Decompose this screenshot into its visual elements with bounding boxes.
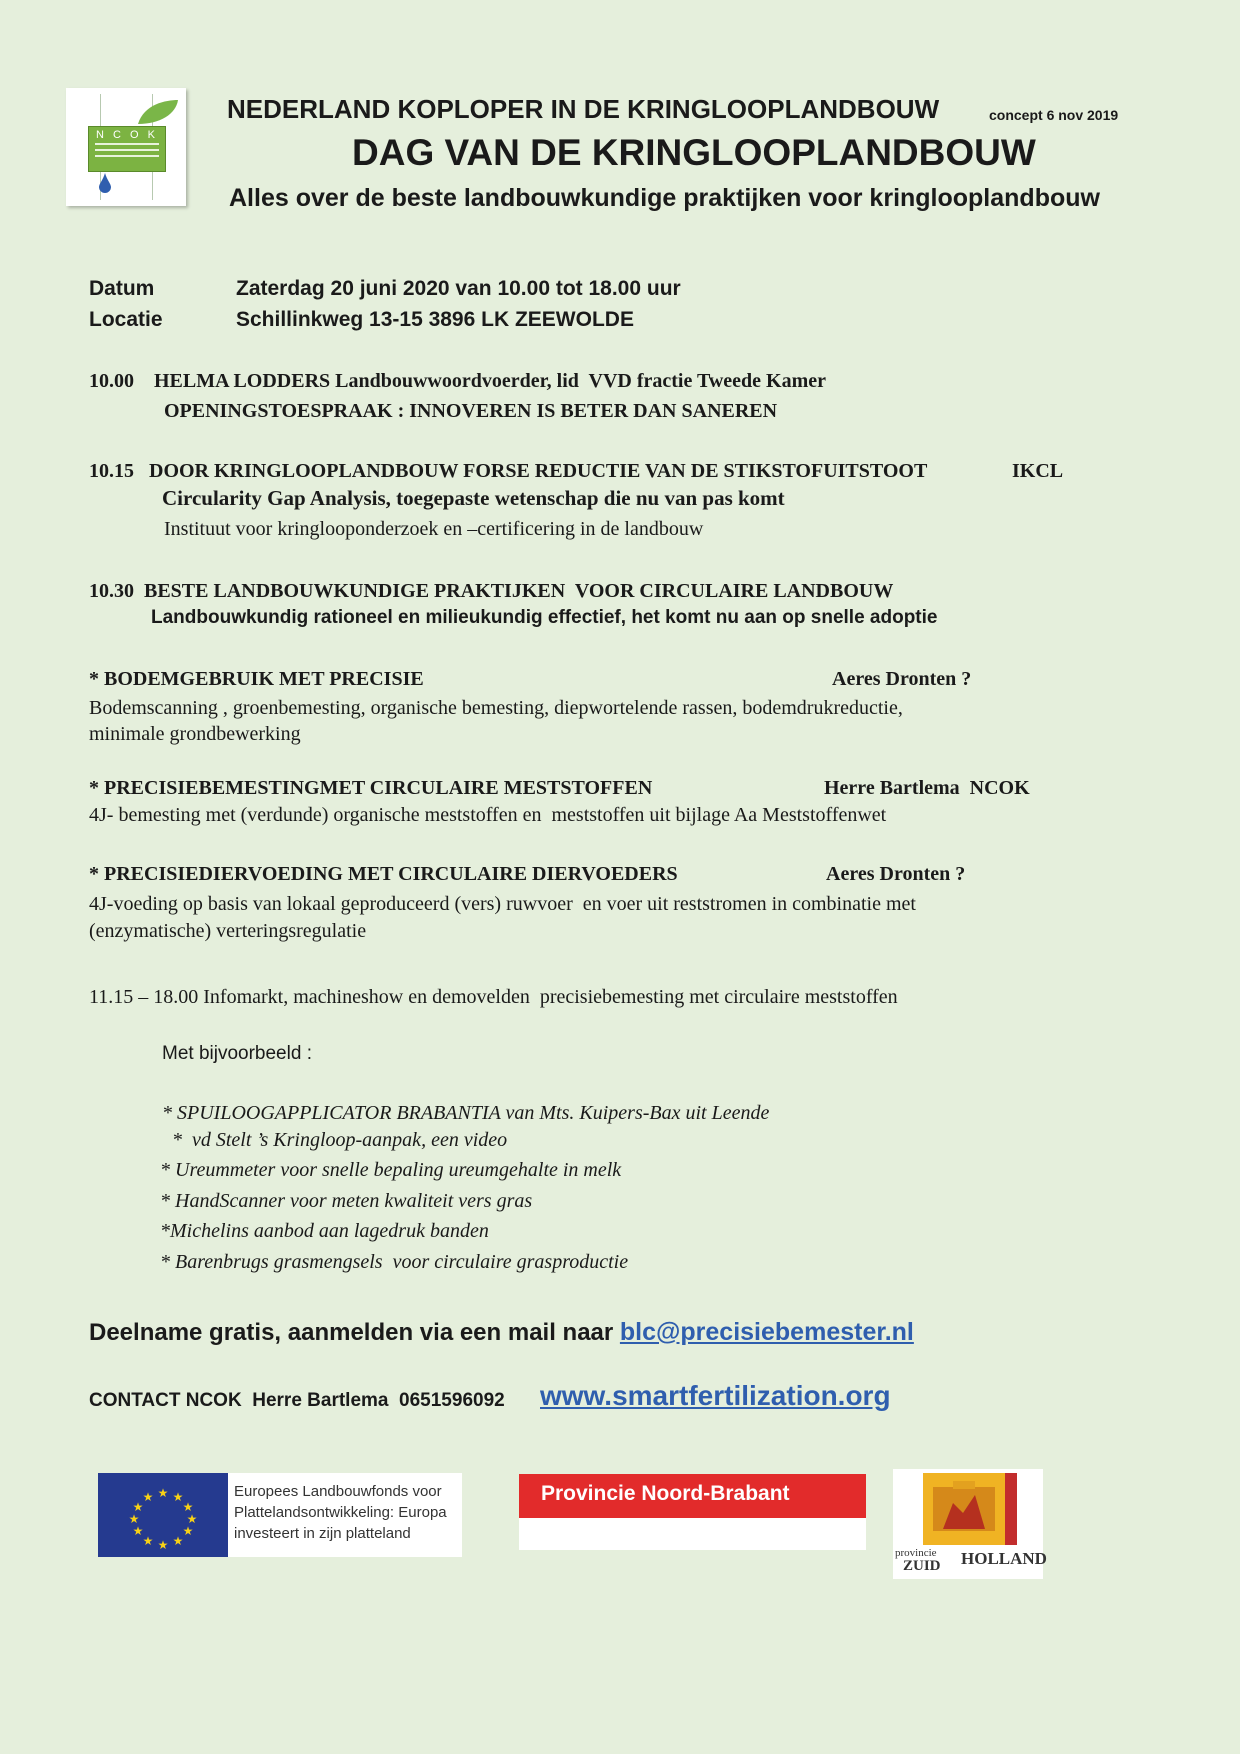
svg-text:★: ★ — [182, 1524, 194, 1538]
contact-text: CONTACT NCOK Herre Bartlema 0651596092 — [89, 1390, 505, 1411]
svg-text:★: ★ — [172, 1534, 184, 1548]
topic-soil-title: * BODEMGEBRUIK MET PRECISIE — [89, 668, 424, 690]
concept-date: concept 6 nov 2019 — [989, 107, 1119, 123]
ncok-logo — [66, 88, 186, 206]
topic-fertilization-desc: 4J- bemesting met (verdunde) organische meststoffen en meststoffen uit bijlage Aa Meststoffenwet — [89, 804, 887, 826]
examples-intro: Met bijvoorbeeld : — [162, 1043, 312, 1064]
website-link[interactable]: www.smartfertilization.org — [540, 1380, 891, 1411]
eu-flag-icon — [98, 1473, 228, 1557]
lion-crest-icon — [923, 1473, 1017, 1545]
ncok-logo-box — [88, 126, 166, 172]
topic-feed-org: Aeres Dronten ? — [826, 863, 966, 885]
topic-feed-desc-1: 4J-voeding op basis van lokaal geproduceerd (vers) ruwvoer en voer uit reststromen in combinatie met — [89, 893, 916, 915]
program-item-practices-subtitle: Landbouwkundig rationeel en milieukundig effectief, het komt nu aan op snelle adoptie — [151, 607, 938, 628]
topic-feed-desc-2: (enzymatische) verteringsregulatie — [89, 920, 367, 942]
topic-soil-desc-1: Bodemscanning , groenbemesting, organische bemesting, diepwortelende rassen, bodemdrukreductie, — [89, 697, 903, 719]
svg-text:★: ★ — [157, 1538, 169, 1552]
noord-brabant-logo — [519, 1474, 866, 1550]
program-item-opening: 10.00 HELMA LODDERS Landbouwwoordvoerder, lid VVD fractie Tweede Kamer — [89, 370, 827, 392]
example-item: * vd Stelt ’s Kringloop-aanpak, een video — [162, 1129, 508, 1151]
svg-text:★: ★ — [182, 1500, 194, 1514]
ncok-logo-letters: N C O K — [96, 129, 158, 141]
page-title: DAG VAN DE KRINGLOOPLANDBOUW — [352, 132, 1036, 173]
topic-feed-title: * PRECISIEDIERVOEDING MET CIRCULAIRE DIERVOEDERS — [89, 863, 678, 885]
eu-text-line: Europees Landbouwfonds voor — [234, 1483, 442, 1500]
example-item: * Barenbrugs grasmengsels voor circulaire grasproductie — [160, 1251, 629, 1273]
program-item-practices: 10.30 BESTE LANDBOUWKUNDIGE PRAKTIJKEN VOOR CIRCULAIRE LANDBOUW — [89, 580, 894, 602]
program-item-opening-subtitle: OPENINGSTOESPRAAK : INNOVEREN IS BETER DAN SANEREN — [164, 400, 778, 422]
topic-soil-org: Aeres Dronten ? — [832, 668, 972, 690]
zuid-holland-zuid: ZUID — [903, 1558, 941, 1574]
svg-text:★: ★ — [172, 1490, 184, 1504]
program-item-reduction-org: IKCL — [1012, 460, 1064, 482]
zuid-holland-holland: HOLLAND — [961, 1549, 1047, 1568]
date-label: Datum — [89, 277, 155, 300]
program-item-reduction-subtitle: Circularity Gap Analysis, toegepaste wetenschap die nu van pas komt — [162, 486, 785, 510]
svg-text:★: ★ — [186, 1512, 198, 1526]
example-item: *Michelins aanbod aan lagedruk banden — [160, 1220, 489, 1242]
svg-text:★: ★ — [157, 1486, 169, 1500]
water-drop-icon — [98, 172, 112, 194]
example-item: * Ureummeter voor snelle bepaling ureumgehalte in melk — [160, 1159, 622, 1181]
svg-text:★: ★ — [142, 1534, 154, 1548]
program-item-infomarket: 11.15 – 18.00 Infomarkt, machineshow en demovelden precisiebemesting met circulaire meststoffen — [89, 986, 898, 1008]
topic-fertilization-title: * PRECISIEBEMESTINGMET CIRCULAIRE MESTSTOFFEN — [89, 777, 653, 799]
eu-fund-logo — [98, 1473, 462, 1557]
noord-brabant-text: Provincie Noord-Brabant — [541, 1482, 790, 1505]
location-value: Schillinkweg 13-15 3896 LK ZEEWOLDE — [236, 308, 634, 331]
date-value: Zaterdag 20 juni 2020 van 10.00 tot 18.00 uur — [236, 277, 681, 300]
svg-text:★: ★ — [132, 1524, 144, 1538]
program-item-reduction: 10.15 DOOR KRINGLOOPLANDBOUW FORSE REDUCTIE VAN DE STIKSTOFUITSTOOT — [89, 460, 928, 482]
topic-soil-desc-2: minimale grondbewerking — [89, 723, 301, 745]
zuid-holland-logo — [893, 1469, 1047, 1579]
eu-text-line: Plattelandsontwikkeling: Europa — [234, 1504, 447, 1521]
example-item: * SPUILOOGAPPLICATOR BRABANTIA van Mts. Kuipers-Bax uit Leende — [162, 1102, 770, 1124]
svg-text:★: ★ — [132, 1500, 144, 1514]
program-item-reduction-institute: Instituut voor kringlooponderzoek en –certificering in de landbouw — [164, 518, 704, 540]
svg-text:★: ★ — [142, 1490, 154, 1504]
page-subtitle: Alles over de beste landbouwkundige praktijken voor kringlooplandbouw — [229, 184, 1100, 212]
header-tagline: NEDERLAND KOPLOPER IN DE KRINGLOOPLANDBOUW — [227, 94, 940, 124]
location-label: Locatie — [89, 308, 163, 331]
zuid-holland-prefix: provincie — [895, 1547, 937, 1559]
signup-text: Deelname gratis, aanmelden via een mail naar — [89, 1319, 620, 1346]
signup-line — [89, 1318, 914, 1347]
eu-text-line: investeert in zijn platteland — [234, 1525, 411, 1542]
signup-email-link[interactable]: blc@precisiebemester.nl — [619, 1318, 914, 1346]
topic-fertilization-org: Herre Bartlema NCOK — [824, 777, 1030, 799]
leaf-icon — [136, 98, 180, 126]
svg-text:★: ★ — [128, 1512, 140, 1526]
example-item: * HandScanner voor meten kwaliteit vers gras — [160, 1190, 533, 1212]
